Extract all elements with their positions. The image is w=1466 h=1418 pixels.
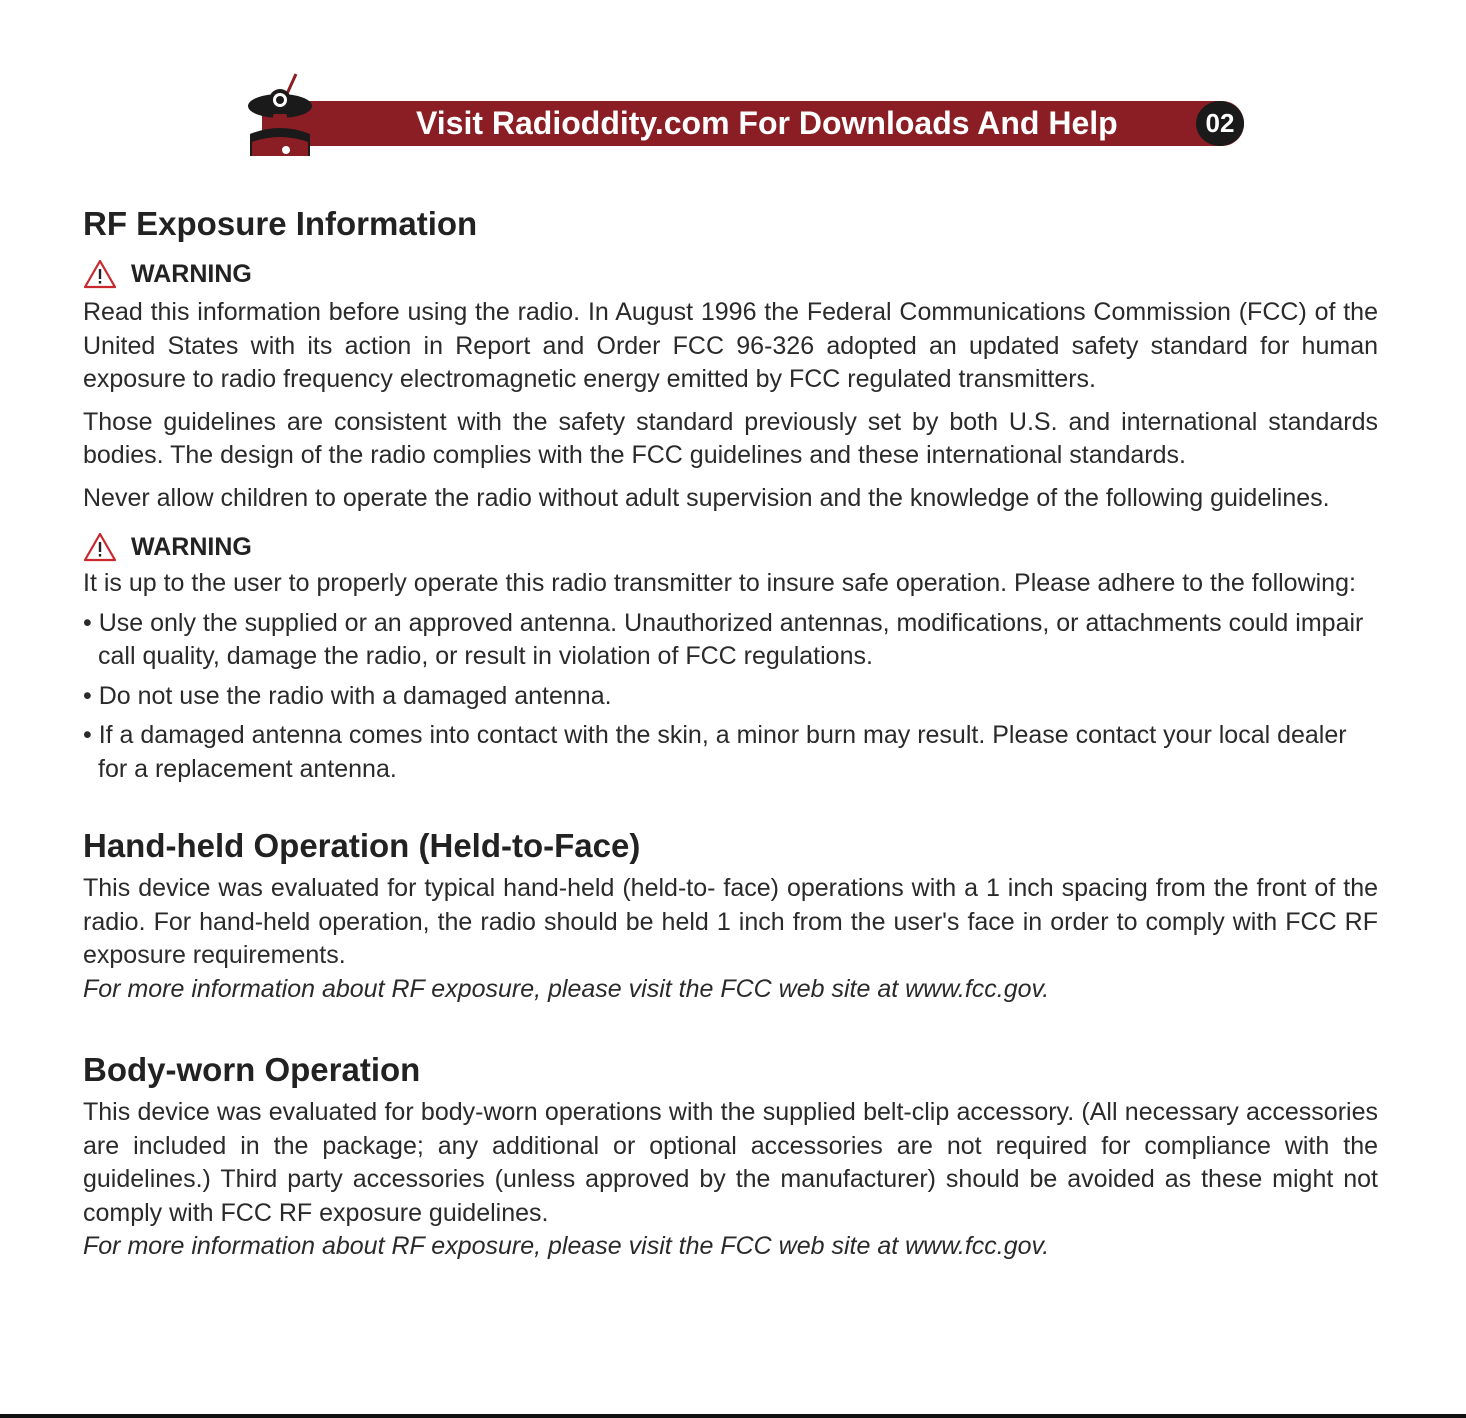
- page-number-badge: 02: [1196, 101, 1244, 146]
- section-title-body-worn: Body-worn Operation: [83, 1051, 421, 1088]
- list-item: • Do not use the radio with a damaged antenna.: [83, 681, 612, 710]
- banner-title: Visit Radioddity.com For Downloads And Help: [416, 105, 1118, 141]
- warning-text: WARNING: [131, 260, 252, 288]
- paragraph: It is up to the user to properly operate this radio transmitter to insure safe operation. Please adhere to the following:: [83, 569, 1356, 597]
- paragraph: Those guidelines are consistent with the safety standard previously set by both U.S. and international standards bodies. The design of the radio complies with the FCC guidelines and these international standards.: [83, 407, 1378, 469]
- paragraph: Never allow children to operate the radio without adult supervision and the knowledge of the following guidelines.: [83, 483, 1330, 512]
- section-title-hand-held: Hand-held Operation (Held-to-Face): [83, 827, 641, 864]
- bullet-list: [83, 607, 1378, 787]
- warning-label: [83, 258, 1378, 290]
- warning-triangle-icon: [83, 532, 117, 562]
- page-bottom-rule: [0, 1414, 1466, 1418]
- section-title-rf-exposure: RF Exposure Information: [83, 205, 478, 242]
- warning-triangle-icon: [83, 259, 117, 289]
- paragraph: This device was evaluated for body-worn operations with the supplied belt-clip accessory. (All necessary accessories are included in the package; any additional or optional accessories are not required for compliance with the guidelines.) Third party accessories (unless approved by the manufacturer) should be avoided as these might not comply with FCC RF exposure guidelines.: [83, 1098, 1378, 1227]
- fcc-info-note: For more information about RF exposure, please visit the FCC web site at www.fcc.gov.: [83, 1232, 1050, 1260]
- warning-label: [83, 531, 1378, 563]
- warning-text: WARNING: [131, 533, 252, 561]
- paragraph: This device was evaluated for typical hand-held (held-to- face) operations with a 1 inch spacing from the front of the radio. For hand-held operation, the radio should be held 1 inch from the user's face in order to comply with FCC RF exposure requirements.: [83, 874, 1378, 969]
- manual-page-content: [83, 204, 1378, 1264]
- list-item: • Use only the supplied or an approved antenna. Unauthorized antennas, modifications, or attachments could impair call quality, damage the radio, or result in violation of FCC regulations.: [83, 608, 1364, 670]
- fcc-info-note: For more information about RF exposure, please visit the FCC web site at www.fcc.gov.: [83, 974, 1050, 1003]
- paragraph: Read this information before using the radio. In August 1996 the Federal Communications Commission (FCC) of the United States with its action in Report and Order FCC 96-326 adopted an updated safety standard for human exposure to radio frequency electromagnetic energy emitted by FCC regulated transmitters.: [83, 298, 1378, 393]
- radioddity-robot-logo-icon: [240, 72, 320, 160]
- list-item: • If a damaged antenna comes into contact with the skin, a minor burn may result. Please contact your local dealer for a replacement antenna.: [83, 721, 1347, 783]
